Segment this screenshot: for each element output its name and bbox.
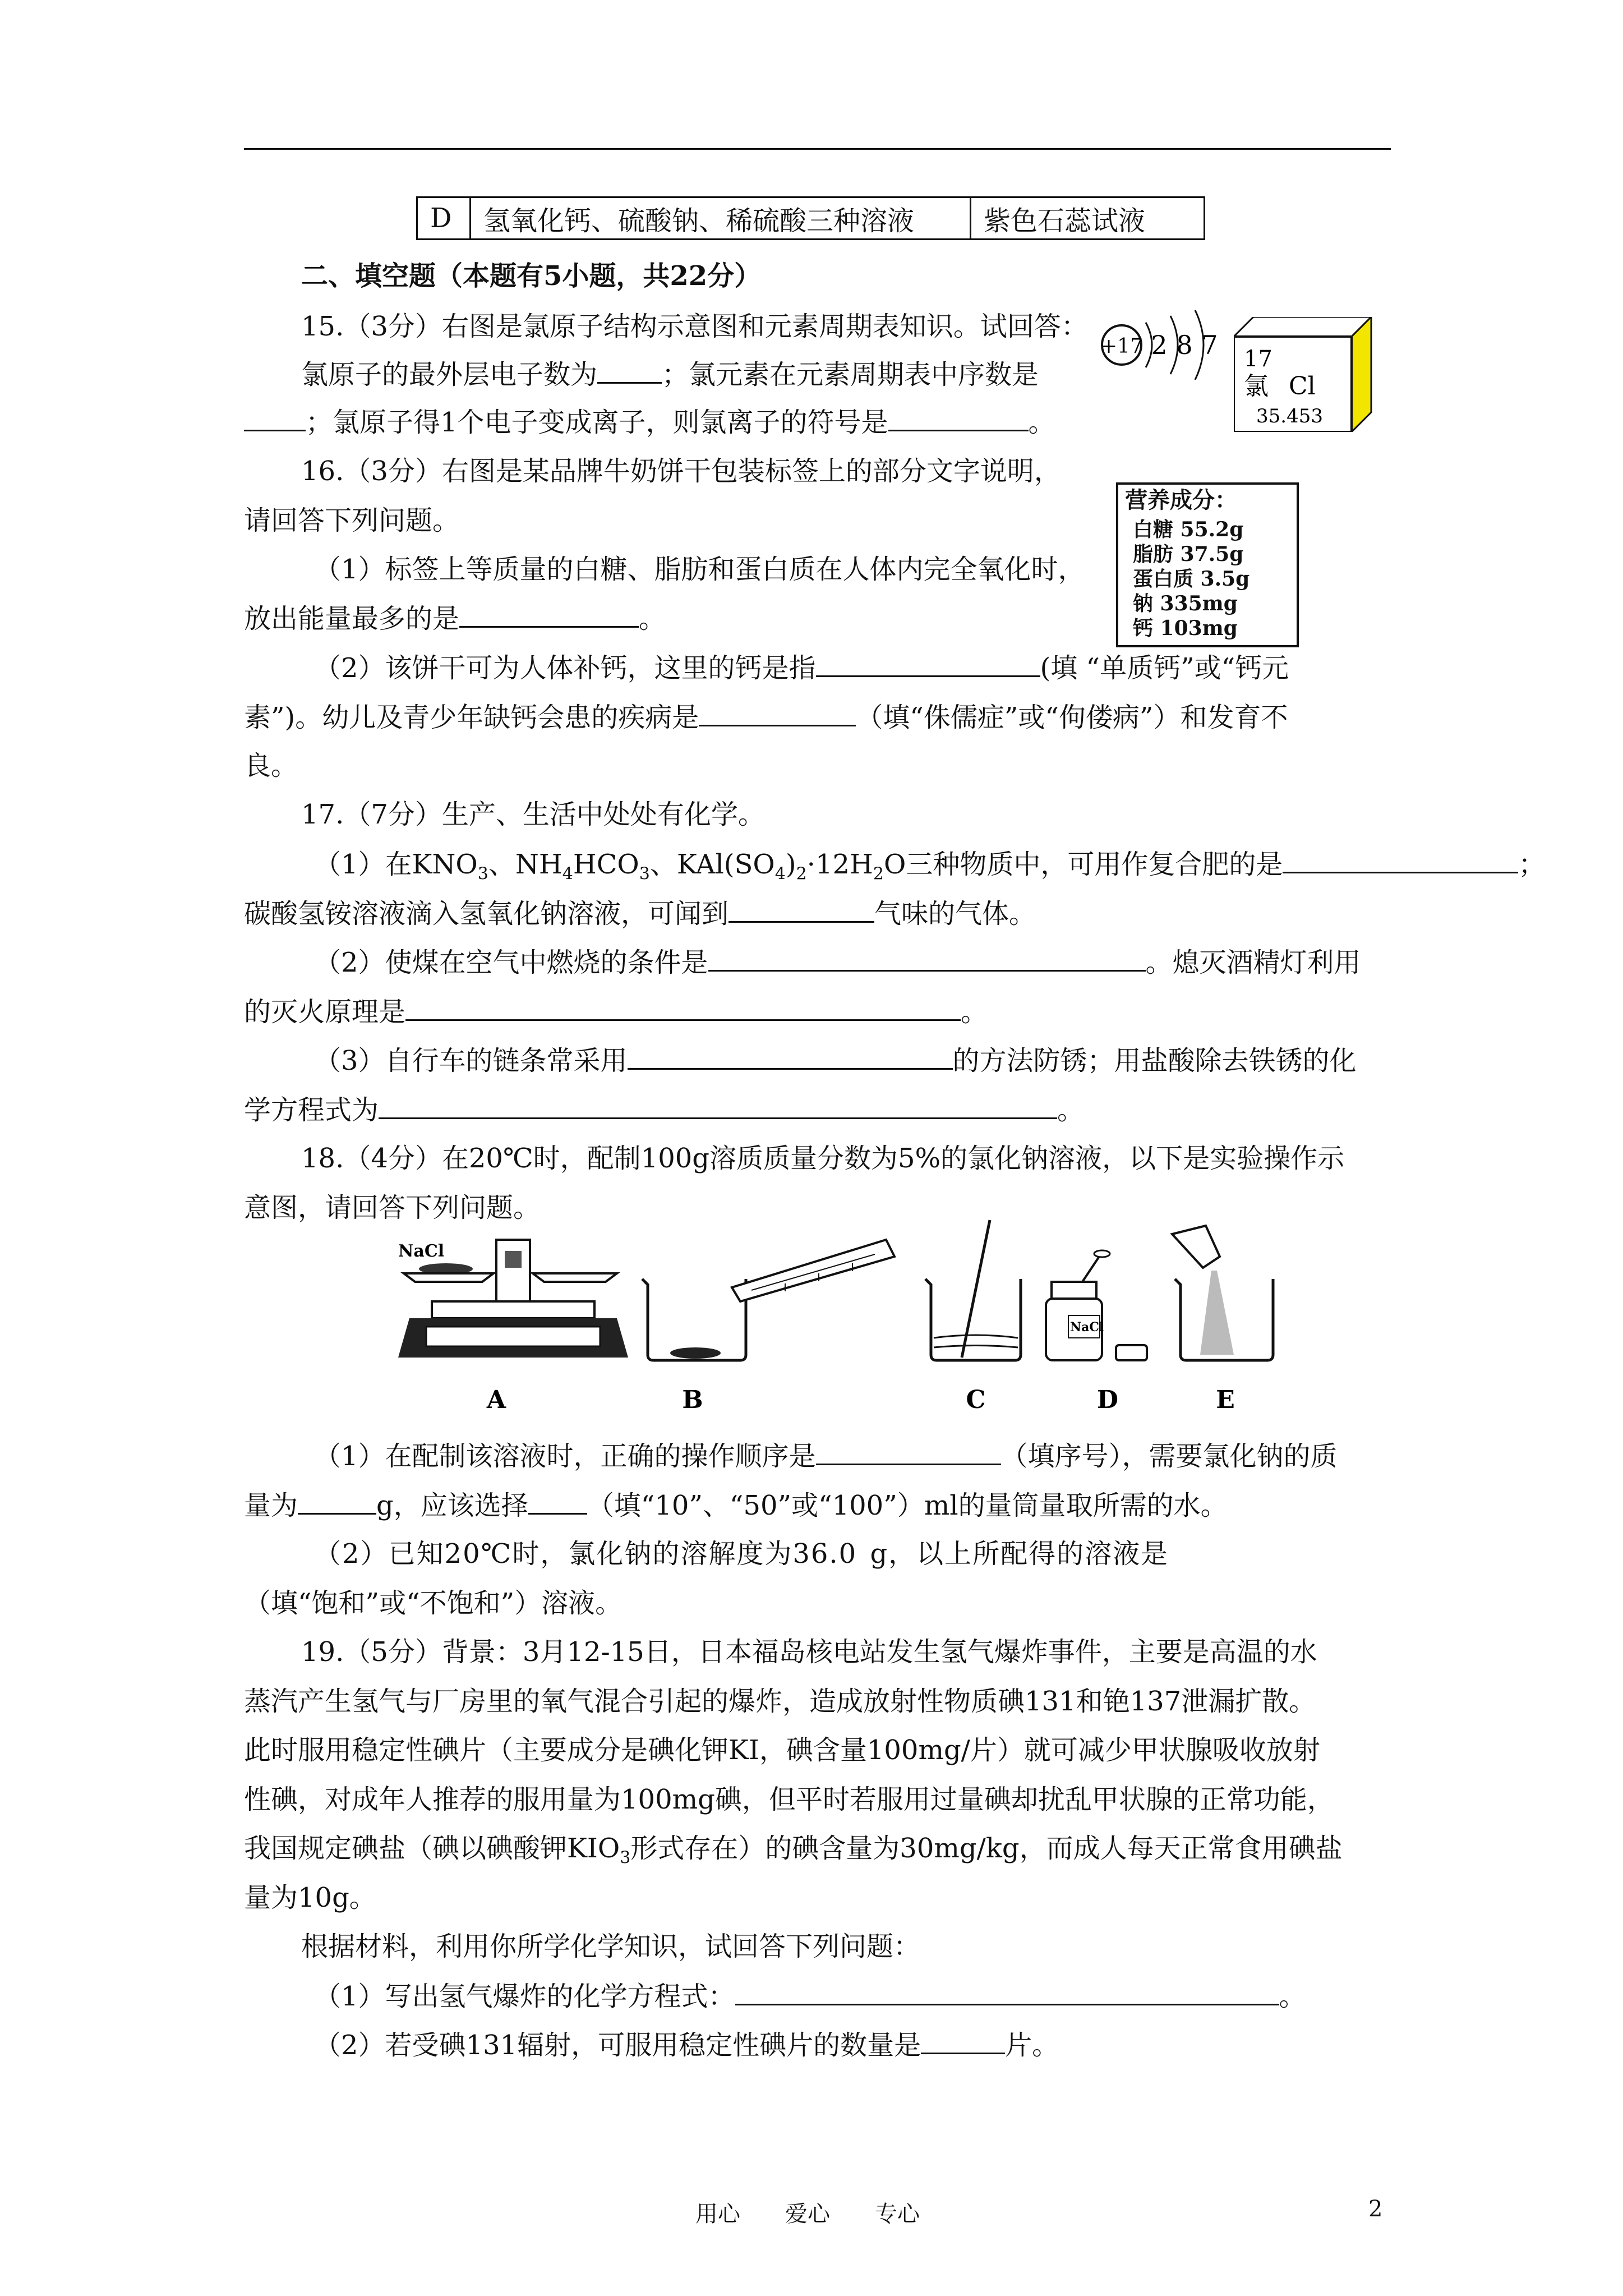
- q18-line3: [314, 1439, 1338, 1473]
- q16-line3: （1）标签上等质量的白糖、脂肪和蛋白质在人体内完全氧化时，: [314, 554, 1085, 585]
- q19-line8: [314, 1979, 1306, 2013]
- q19-text: 。: [1279, 1981, 1306, 2012]
- q16-line7: 良。: [244, 750, 298, 781]
- atomic-number: 17: [1244, 346, 1272, 372]
- q19-text: 形式存在）的碘含量为30mg/kg，而成人每天正常食用碘盐: [630, 1833, 1343, 1864]
- q17-text: 、KAl(SO: [649, 849, 775, 880]
- q15-text: 氯原子的最外层电子数为: [301, 359, 598, 390]
- chlorine-atom-diagram: [1096, 300, 1225, 407]
- q17-text: （1）在KNO: [314, 849, 478, 880]
- q16-line5: [314, 651, 1289, 685]
- q16-line1: 16.（3分）右图是某品牌牛奶饼干包装标签上的部分文字说明，: [301, 455, 1061, 487]
- figure-label-b: B: [682, 1386, 703, 1414]
- subscript: 4: [562, 864, 573, 884]
- q17-text: 。熄灭酒精灯利用: [1145, 947, 1361, 978]
- beaker-c: [925, 1220, 1021, 1360]
- q16-text: （2）该饼干可为人体补钙，这里的钙是指: [314, 652, 816, 684]
- answer-blank[interactable]: [735, 1979, 1279, 2005]
- nutrition-label: [1116, 482, 1299, 647]
- q18-text: 量为: [244, 1490, 298, 1521]
- table-row: [417, 197, 1205, 240]
- answer-blank[interactable]: [379, 1093, 1057, 1119]
- element-name: 氯: [1244, 372, 1269, 401]
- q18-text: （填“10”、“50”或“100”）ml的量筒量取所需的水。: [587, 1490, 1228, 1521]
- shell-electrons-1: 2: [1151, 330, 1168, 360]
- q15-text: ；氯原子得1个电子变成离子，则氯离子的符号是: [306, 407, 888, 438]
- measuring-cylinder: [732, 1240, 895, 1301]
- option-reagents: 氢氧化钙、硫酸钠、稀硫酸三种溶液: [471, 197, 971, 240]
- q16-line6: [244, 700, 1288, 734]
- q18-line5: （2）已知20℃时，氯化钠的溶解度为36.0 g，以上所配得的溶液是: [314, 1538, 1169, 1570]
- answer-blank[interactable]: [1283, 847, 1518, 873]
- answer-blank[interactable]: [921, 2028, 1005, 2054]
- shell-electrons-3: 7: [1201, 330, 1218, 360]
- option-indicator: 紫色石蕊试液: [971, 197, 1205, 240]
- balance-scale: [398, 1240, 628, 1358]
- q19-line7: 根据材料，利用你所学化学知识，试回答下列问题：: [301, 1931, 921, 1962]
- answer-blank[interactable]: [888, 405, 1029, 431]
- answer-blank[interactable]: [597, 357, 662, 384]
- nutrition-item: 蛋白质 3.5g: [1133, 567, 1250, 591]
- subscript: 3: [639, 864, 650, 884]
- q17-text: 。: [961, 996, 988, 1028]
- atomic-mass: 35.453: [1256, 405, 1323, 427]
- answer-blank[interactable]: [628, 1043, 953, 1070]
- q15-line2: [301, 357, 1039, 392]
- element-symbol: Cl: [1289, 372, 1316, 401]
- subscript: 2: [873, 864, 884, 884]
- subscript: 3: [620, 1848, 631, 1868]
- q19-line1: 19.（5分）背景：3月12-15日，日本福岛核电站发生氢气爆炸事件，主要是高温的水: [301, 1636, 1317, 1668]
- nacl-label-a: NaCl: [398, 1241, 445, 1261]
- answer-blank[interactable]: [244, 405, 306, 431]
- q18-line6: （填“饱和”或“不饱和”）溶液。: [244, 1588, 623, 1619]
- nutrition-item: 白糖 55.2g: [1133, 518, 1244, 541]
- q17-text: 、NH: [488, 849, 562, 880]
- q17-text: ·12H: [806, 849, 873, 880]
- nucleus-charge: +17: [1100, 335, 1143, 358]
- q18-text: （1）在配制该溶液时，正确的操作顺序是: [314, 1441, 816, 1472]
- q17-text: ；: [1518, 849, 1546, 880]
- figure-label-d: D: [1096, 1386, 1119, 1414]
- shell-electrons-2: 8: [1176, 330, 1193, 360]
- nutrition-item: 脂肪 37.5g: [1133, 542, 1244, 566]
- q19-text: （1）写出氢气爆炸的化学方程式：: [314, 1981, 735, 2012]
- q17-line4: [314, 945, 1361, 979]
- figure-label-c: C: [966, 1386, 986, 1414]
- q16-text: (填 “单质钙”或“钙元: [1040, 652, 1289, 684]
- footer-motto: 用心 爱心 专心: [695, 2201, 920, 2227]
- beaker-e: [1172, 1226, 1273, 1360]
- q17-line2: [314, 847, 1545, 891]
- page-number: 2: [1368, 2196, 1383, 2222]
- option-letter: D: [417, 197, 471, 240]
- q17-line6: [314, 1043, 1357, 1078]
- answer-blank[interactable]: [459, 601, 639, 628]
- nutrition-item: 钙 103mg: [1133, 616, 1238, 640]
- q18-line2: 意图，请回答下列问题。: [244, 1192, 541, 1223]
- answer-blank[interactable]: [816, 651, 1040, 677]
- q17-text: HCO: [573, 849, 639, 880]
- beaker-b: [642, 1279, 746, 1360]
- q16-text: 。: [639, 603, 666, 634]
- q16-text: （填“侏儒症”或“佝偻病”）和发育不: [856, 702, 1288, 733]
- subscript: 2: [796, 864, 807, 884]
- answer-blank[interactable]: [699, 700, 856, 726]
- q19-text: 我国规定碘盐（碘以碘酸钾KIO: [244, 1833, 620, 1864]
- reagent-bottle: [1046, 1250, 1147, 1360]
- q17-text: 学方程式为: [244, 1094, 379, 1126]
- q17-text: 气味的气体。: [874, 898, 1036, 930]
- experiment-figure: [393, 1217, 1357, 1419]
- figure-label-a: A: [486, 1386, 506, 1414]
- q17-text: ): [785, 849, 796, 880]
- q18-text: g，应该选择: [376, 1490, 528, 1521]
- q17-text: 的灭火原理是: [244, 996, 406, 1028]
- q15-text: 。: [1028, 407, 1055, 438]
- q18-text: （填序号），需要氯化钠的质: [1000, 1441, 1338, 1472]
- q19-text: 片。: [1005, 2030, 1059, 2061]
- q15-line1: 15.（3分）右图是氯原子结构示意图和元素周期表知识。试回答：: [301, 311, 1088, 342]
- q17-line7: [244, 1093, 1084, 1127]
- q18-line4: [244, 1488, 1228, 1522]
- q19-text: （2）若受碘131辐射，可服用稳定性碘片的数量是: [314, 2030, 921, 2061]
- answer-blank[interactable]: [728, 896, 874, 923]
- header-rule: [244, 148, 1391, 150]
- q17-text: 的方法防锈；用盐酸除去铁锈的化: [952, 1045, 1357, 1076]
- subscript: 4: [774, 864, 786, 884]
- q15-text: ；氯元素在元素周期表中序数是: [662, 359, 1039, 390]
- answer-blank[interactable]: [298, 1488, 376, 1515]
- answer-blank[interactable]: [708, 945, 1146, 972]
- answer-blank[interactable]: [405, 995, 961, 1021]
- q17-text: （3）自行车的链条常采用: [314, 1045, 628, 1076]
- subscript: 3: [477, 864, 488, 884]
- element-cell: [1234, 317, 1374, 432]
- nutrition-item: 钠 335mg: [1133, 592, 1238, 615]
- q17-line1: 17.（7分）生产、生活中处处有化学。: [301, 799, 765, 830]
- answer-blank[interactable]: [816, 1439, 1001, 1465]
- q17-text: O三种物质中，可用作复合肥的是: [883, 849, 1283, 880]
- q16-line4: [244, 601, 666, 636]
- q16-text: 素”)。幼儿及青少年缺钙会患的疾病是: [244, 702, 699, 733]
- q18-line1: 18.（4分）在20℃时，配制100g溶质质量分数为5%的氯化钠溶液，以下是实验操作示: [301, 1143, 1345, 1174]
- q17-text: 。: [1057, 1094, 1085, 1126]
- q17-text: 碳酸氢铵溶液滴入氢氧化钠溶液，可闻到: [244, 898, 729, 930]
- section-title: 二、填空题（本题有5小题，共22分）: [301, 260, 762, 292]
- nacl-label-d: NaCl: [1070, 1320, 1104, 1335]
- q19-line9: [314, 2028, 1059, 2062]
- q17-line3: [244, 896, 1036, 931]
- q17-text: （2）使煤在空气中燃烧的条件是: [314, 947, 708, 978]
- q19-line2: 蒸汽产生氢气与厂房里的氧气混合引起的爆炸，造成放射性物质碘131和铯137泄漏扩散。: [244, 1686, 1316, 1717]
- answer-blank[interactable]: [528, 1488, 587, 1515]
- q16-text: 放出能量最多的是: [244, 603, 460, 634]
- option-table: [416, 196, 1205, 240]
- q19-line6: 量为10g。: [244, 1882, 376, 1913]
- q17-line5: [244, 995, 988, 1029]
- q15-line3: [244, 405, 1055, 439]
- q19-line5: [244, 1832, 1343, 1875]
- q16-line2: 请回答下列问题。: [244, 505, 460, 536]
- nutrition-title: 营养成分：: [1125, 487, 1237, 513]
- figure-label-e: E: [1216, 1386, 1235, 1414]
- q19-line4: 性碘，对成年人推荐的服用量为100mg碘，但平时若服用过量碘却扰乱甲状腺的正常功能，: [244, 1784, 1334, 1815]
- q19-line3: 此时服用稳定性碘片（主要成分是碘化钾KI，碘含量100mg/片）就可减少甲状腺吸收放射: [244, 1734, 1320, 1766]
